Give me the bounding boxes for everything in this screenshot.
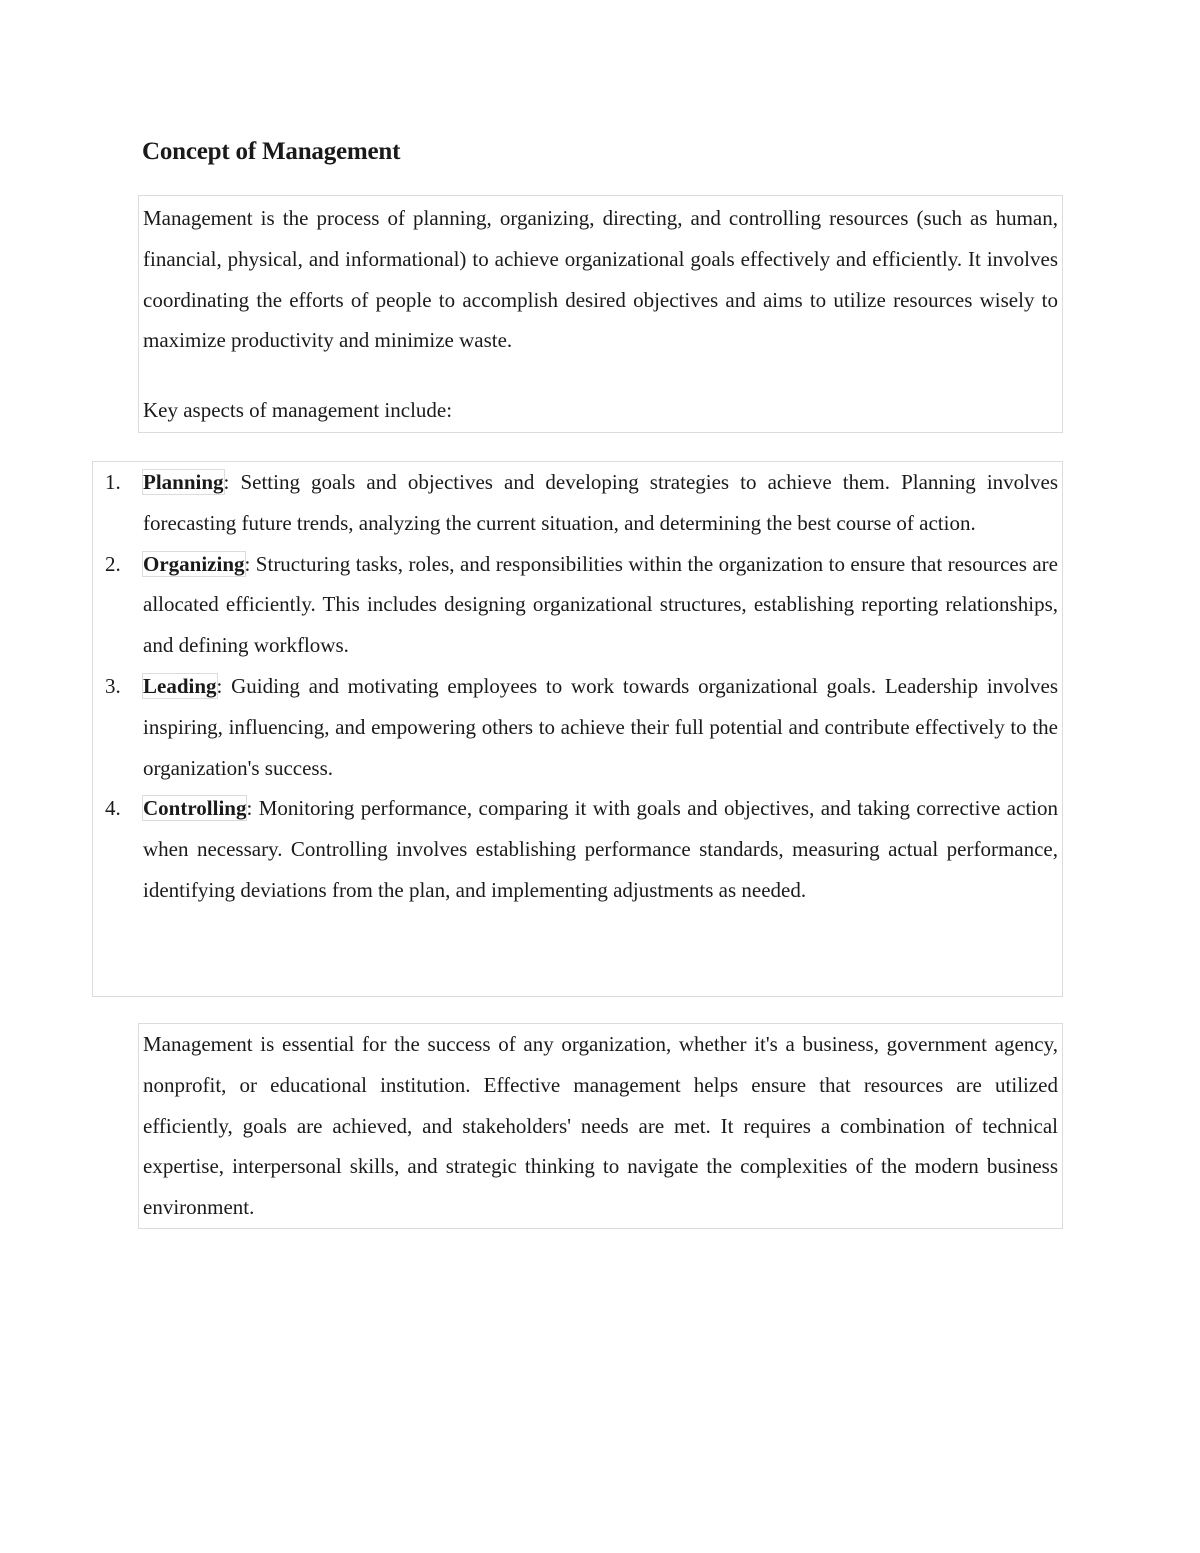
- intro-section: [138, 195, 1063, 433]
- intro-paragraph: Management is the process of planning, organizing, directing, and controlling resources (such as human, financial, physical, and informational) to achieve organizational goals effectively and efficiently. It involves coordinating the efforts of people to accomplish desired objectives and aims to utilize resources wisely to maximize productivity and minimize waste.: [143, 206, 1058, 353]
- aspect-term: Controlling: [143, 796, 247, 821]
- aspect-description: : Setting goals and objectives and developing strategies to achieve them. Planning involves forecasting future trends, analyzing the current situation, and determining the best course of action.: [143, 470, 1058, 535]
- closing-section: [138, 1023, 1063, 1229]
- aspect-term: Planning: [143, 470, 224, 494]
- aspect-item-planning: [105, 462, 1058, 544]
- aspect-description: : Guiding and motivating employees to work towards organizational goals. Leadership involves inspiring, influencing, and empowering others to achieve their full potential and contribute effectively to the organization's success.: [143, 673, 1058, 780]
- aspect-term: Organizing: [143, 551, 245, 576]
- aspect-description: : Structuring tasks, roles, and responsibilities within the organization to ensure that resources are allocated efficiently. This includes designing organizational structures, establishing reporting relationships, and defining workflows.: [143, 551, 1058, 658]
- aspect-term: Leading: [143, 673, 217, 698]
- aspect-description: : Monitoring performance, comparing it with goals and objectives, and taking corrective action when necessary. Controlling involves establishing performance standards, measuring actual performance, identifying deviations from the plan, and implementing adjustments as needed.: [143, 796, 1058, 902]
- aspects-section: [92, 461, 1063, 997]
- aspect-item-leading: [105, 666, 1058, 788]
- aspect-number: 3.: [105, 673, 121, 698]
- aspect-item-controlling: [105, 788, 1058, 910]
- aspects-list: [105, 462, 1058, 911]
- closing-paragraph: Management is essential for the success of any organization, whether it's a business, government agency, nonprofit, or educational institution. Effective management helps ensure that resources are utilized efficiently, goals are achieved, and stakeholders' needs are met. It requires a combination of technical expertise, interpersonal skills, and strategic thinking to navigate the complexities of the modern business environment.: [143, 1032, 1058, 1220]
- page-title: Concept of Management: [142, 138, 401, 165]
- aspect-number: 2.: [105, 551, 121, 576]
- key-aspects-line: Key aspects of management include:: [143, 398, 453, 423]
- aspect-item-organizing: [105, 544, 1058, 666]
- aspect-number: 4.: [105, 796, 121, 821]
- aspect-number: 1.: [105, 470, 121, 494]
